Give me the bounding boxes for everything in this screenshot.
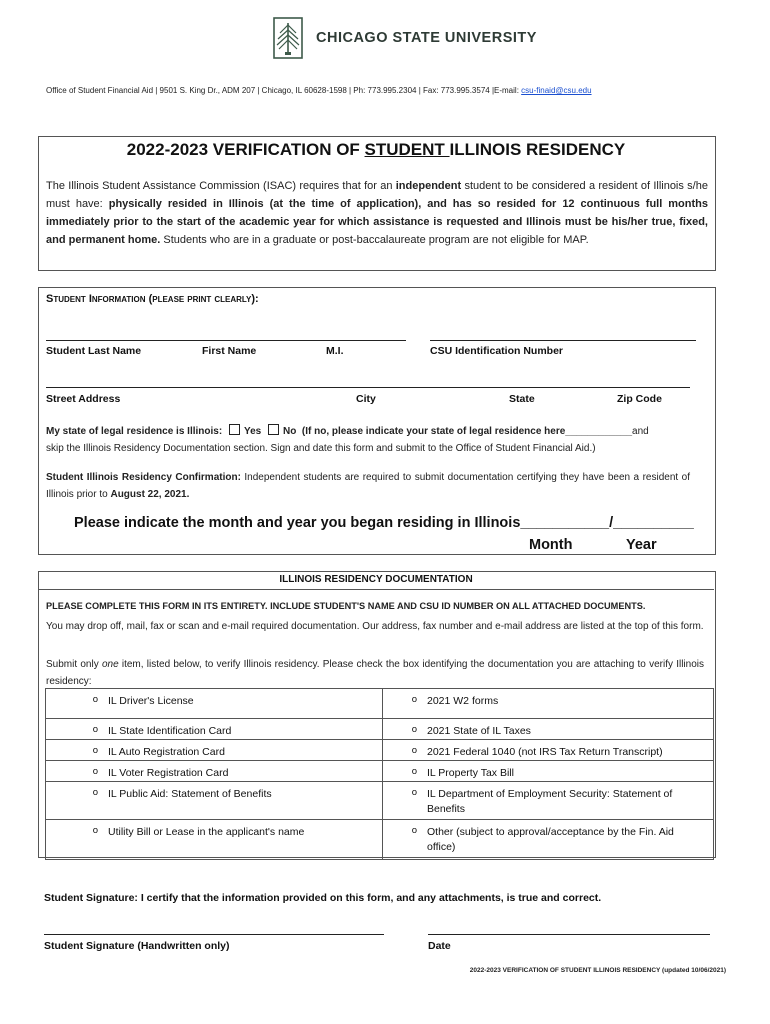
email-link[interactable]: csu-finaid@csu.edu [521,86,592,95]
option-utility-bill-or-lease[interactable]: o Utility Bill or Lease in the applicant's name [46,820,382,840]
signature-label: Student Signature (Handwritten only) [44,940,230,952]
option-il-voter-registration[interactable]: o IL Voter Registration Card [46,761,382,781]
name-input-line[interactable] [46,340,406,341]
documentation-options-table [45,688,714,860]
option-2021-federal-1040[interactable]: o 2021 Federal 1040 (not IRS Tax Return Transcript) [383,740,713,760]
option-checkbox[interactable]: o [92,694,98,705]
date-label: Date [428,940,451,952]
address-input-line[interactable] [46,387,690,388]
option-other[interactable]: o Other (subject to approval/acceptance by the Fin. Aid office) [383,820,713,855]
documentation-paragraph-2: Submit only one item, listed below, to verify Illinois residency. Please check the box identifying the documentation you are attaching to verify Illinois residency: [46,659,704,687]
option-il-property-tax-bill[interactable]: o IL Property Tax Bill [383,761,713,781]
option-checkbox[interactable]: o [92,745,98,756]
option-checkbox[interactable]: o [411,766,417,777]
no-checkbox[interactable] [268,424,279,435]
option-checkbox[interactable]: o [92,787,98,798]
university-name: CHICAGO STATE UNIVERSITY [316,30,537,46]
university-logo [268,14,537,62]
option-checkbox[interactable]: o [92,766,98,777]
option-il-public-aid[interactable]: o IL Public Aid: Statement of Benefits [46,782,382,802]
last-name-label: Student Last Name [46,345,142,357]
documentation-heading: ILLINOIS RESIDENCY DOCUMENTATION [38,571,714,590]
option-2021-w2-forms[interactable]: o 2021 W2 forms [383,689,713,709]
date-input-line[interactable] [428,934,710,935]
option-il-state-id-card[interactable]: o IL State Identification Card [46,719,382,739]
option-checkbox[interactable]: o [411,724,417,735]
page-title: 2022-2023 VERIFICATION OF STUDENT ILLINOIS RESIDENCY [126,140,626,159]
zip-label: Zip Code [617,393,662,405]
option-il-auto-registration[interactable]: o IL Auto Registration Card [46,740,382,760]
footer-note: 2022-2023 VERIFICATION OF STUDENT ILLINOIS RESIDENCY (updated 10/06/2021) [469,967,726,974]
mi-label: M.I. [326,345,344,357]
documentation-paragraph-1: You may drop off, mail, fax or scan and e-mail required documentation. Our address, fax number and e-mail address are listed at the top of this form. [46,621,704,632]
legal-residence-question: My state of legal residence is Illinois: Yes No (If no, please indicate your state of legal residence here____________and skip the Illinois Residency Documentation section. Sign and date this form and submit to the Office of Student Financial Aid.) [46,426,649,454]
option-checkbox[interactable]: o [411,787,417,798]
year-label: Year [626,537,657,553]
student-info-heading: Student Information (please print clearly): [46,293,259,305]
documentation-instruction: PLEASE COMPLETE THIS FORM IN ITS ENTIRETY. INCLUDE STUDENT'S NAME AND CSU ID NUMBER ON ALL ATTACHED DOCUMENTS. [46,601,646,611]
csu-id-input-line[interactable] [430,340,696,341]
option-2021-state-il-taxes[interactable]: o 2021 State of IL Taxes [383,719,713,739]
signature-input-line[interactable] [44,934,384,935]
option-il-drivers-license[interactable]: o IL Driver's License [46,689,382,709]
city-label: City [356,393,376,405]
csu-id-label: CSU Identification Number [430,345,564,357]
option-checkbox[interactable]: o [92,724,98,735]
intro-paragraph: The Illinois Student Assistance Commission (ISAC) requires that for an independent student to be considered a resident of Illinois s/he must have: physically resided in Illinois (at the time of application), and has so resided for 12 continuous full months immediately prior to the start of the academic year for which assistance is requested and Illinois must be his/her true, fixed, and permanent home. Students who are in a graduate or post-baccalaureate program are not eligible for MAP. [46,180,708,246]
yes-checkbox[interactable] [229,424,240,435]
month-label: Month [529,537,573,553]
street-label: Street Address [46,393,121,405]
office-contact-line: Office of Student Financial Aid | 9501 S. King Dr., ADM 207 | Chicago, IL 60628-1598 | Ph: 773.995.2304 | Fax: 773.995.3574 |E-mail: csu-finaid@csu.edu [46,86,592,95]
option-checkbox[interactable]: o [411,745,417,756]
indicate-month-year: Please indicate the month and year you began residing in Illinois___________/__________ [74,515,694,531]
certification-statement: Student Signature: I certify that the information provided on this form, and any attachments, is true and correct. [44,892,602,904]
tree-emblem-icon [268,16,308,60]
option-checkbox[interactable]: o [411,825,417,836]
residency-confirmation: Student Illinois Residency Confirmation: Independent students are required to submit documentation certifying they have been a resident of Illinois prior to August 22, 2021. [46,472,690,500]
option-il-employment-security[interactable]: o IL Department of Employment Security: Statement of Benefits [383,782,713,817]
state-label: State [509,393,535,405]
first-name-label: First Name [202,345,257,357]
option-checkbox[interactable]: o [411,694,417,705]
option-checkbox[interactable]: o [92,825,98,836]
